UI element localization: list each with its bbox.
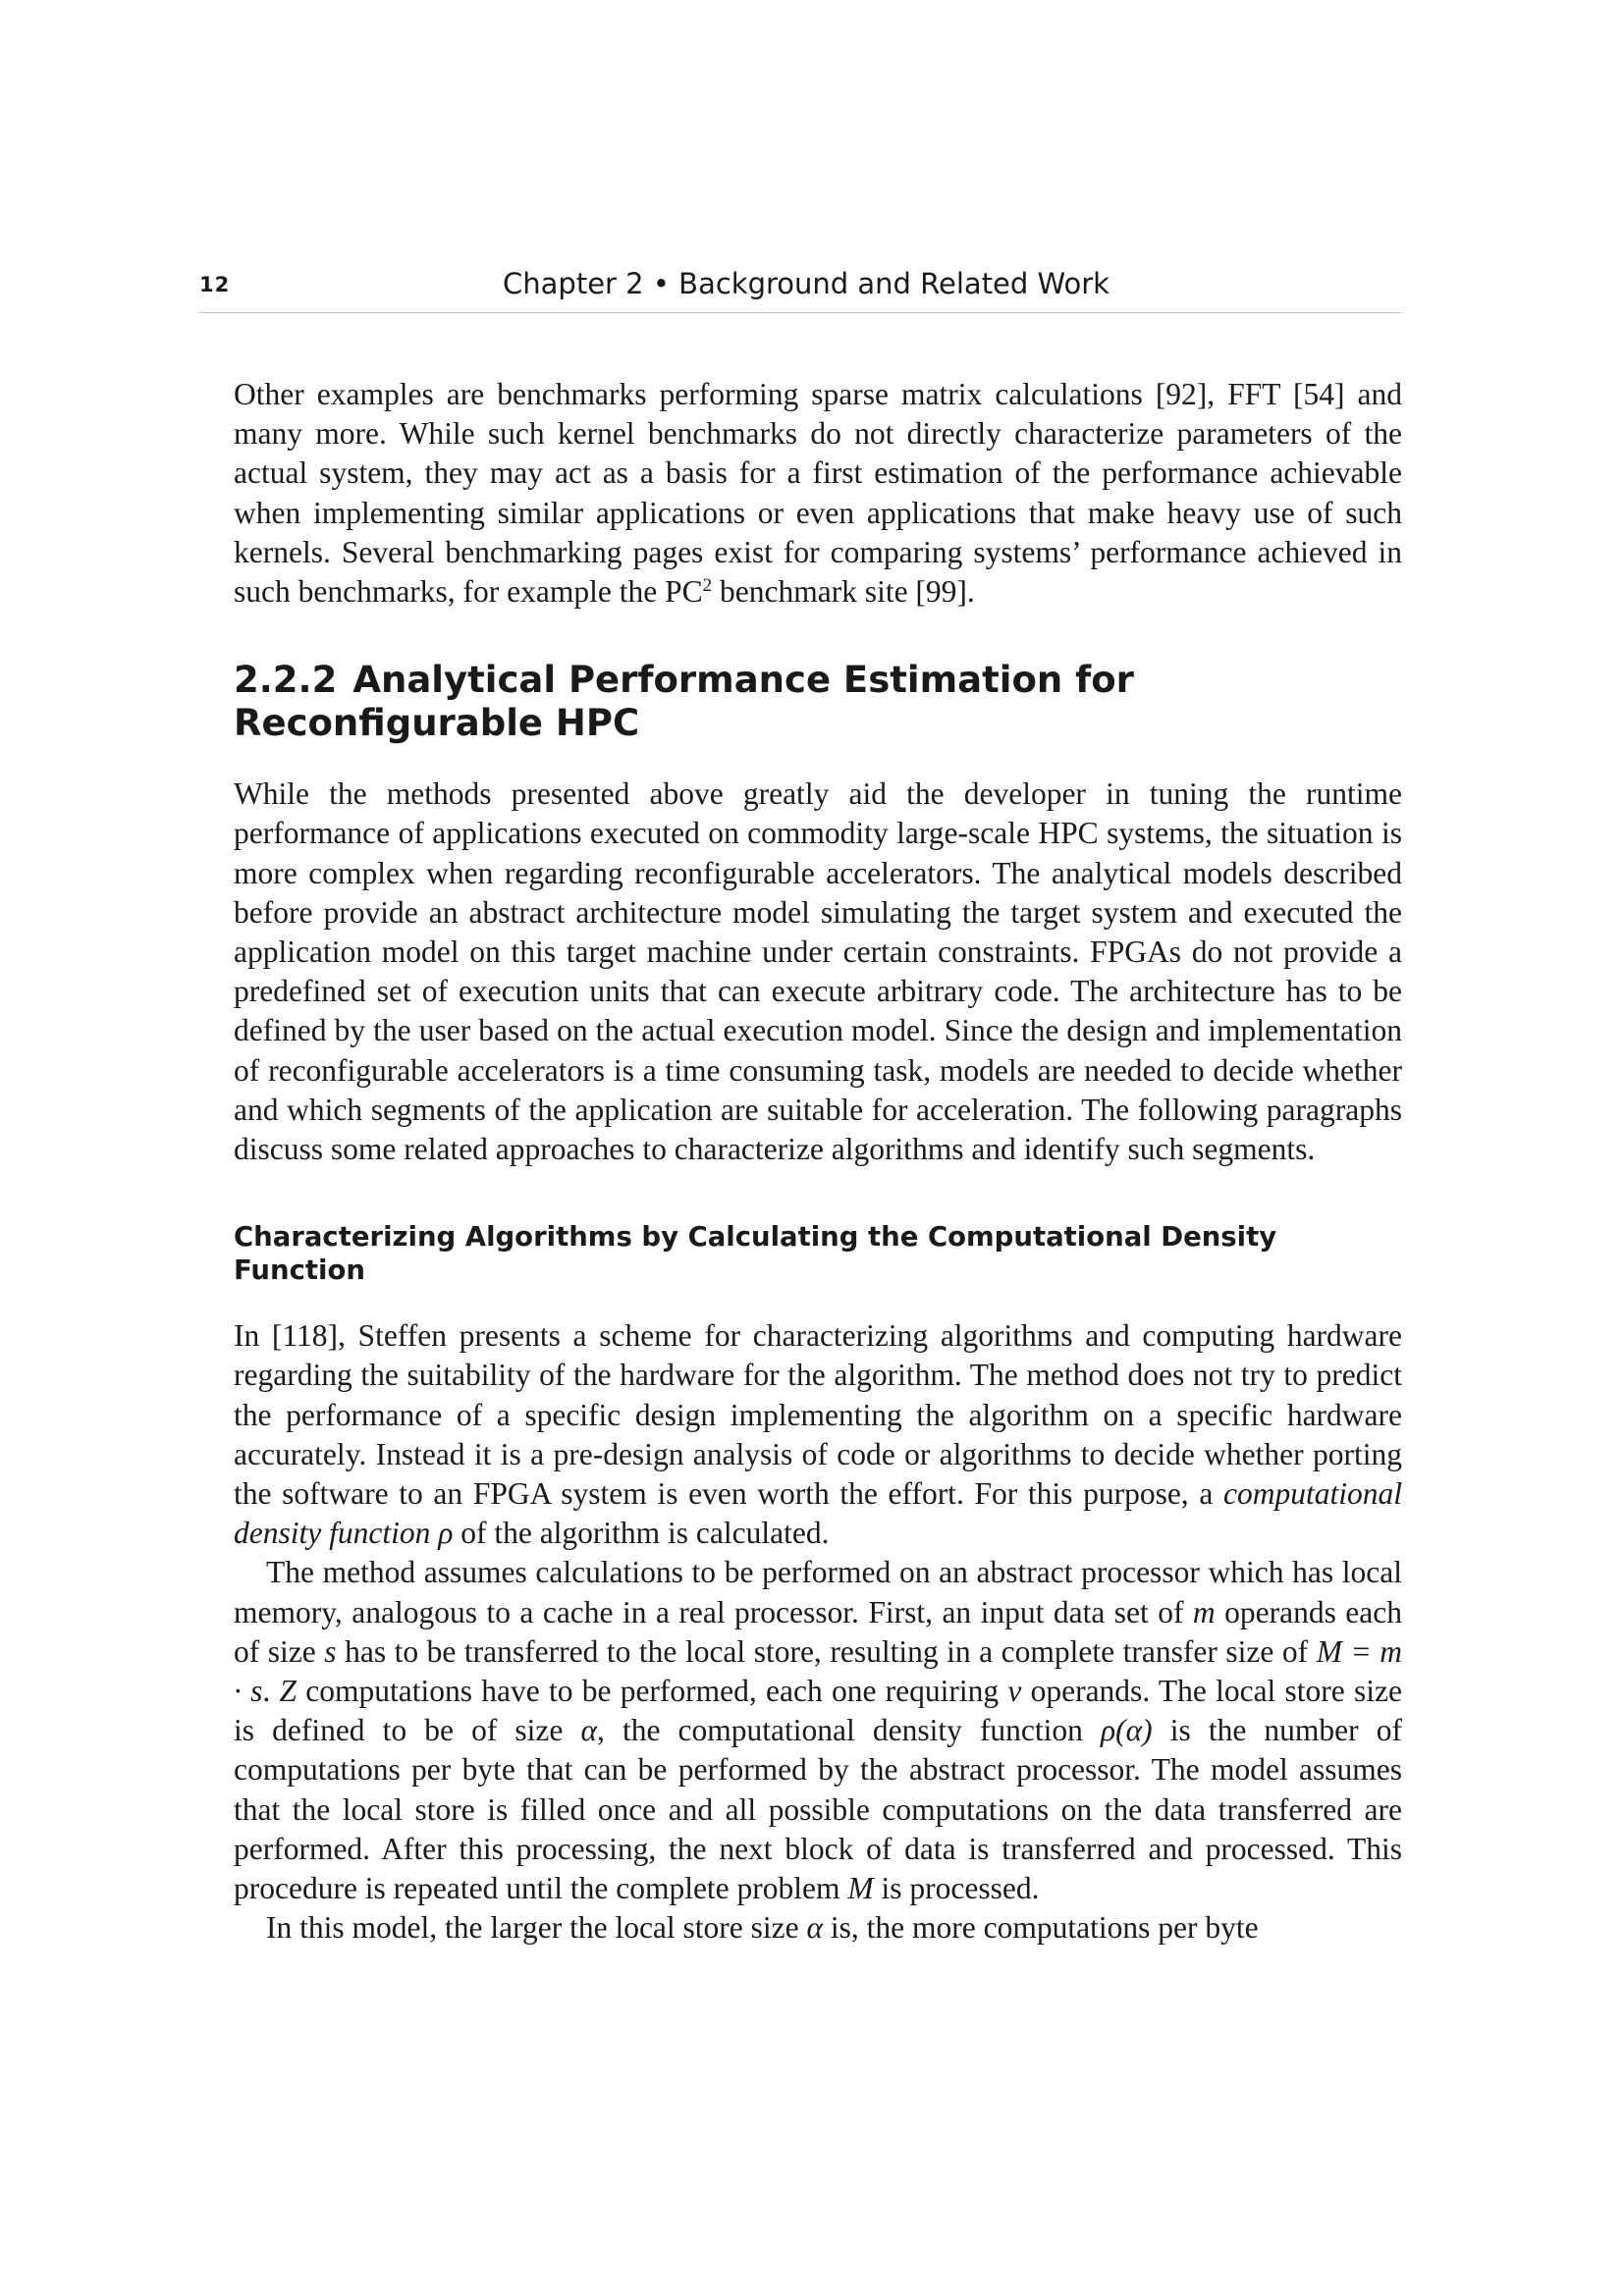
var-M: M	[847, 1871, 874, 1906]
var-alpha: α	[806, 1910, 824, 1946]
page-number: 12	[199, 273, 231, 296]
subsection-paragraph-2	[234, 1553, 1402, 1908]
section-number: 2.2.2	[234, 659, 338, 702]
p2-text: , the computational density function	[597, 1713, 1102, 1748]
body-text	[234, 375, 1402, 1949]
var-rho-alpha: ρ(α)	[1101, 1713, 1153, 1748]
var-m: m	[1192, 1594, 1216, 1629]
p2-text: has to be transferred to the local store, resulting in a complete transfer size of	[336, 1633, 1317, 1669]
section-heading	[234, 659, 1402, 745]
section-paragraph: While the methods presented above greatly aid the developer in tuning the runtime performance of applications executed on commodity large-scale HPC systems, the situation is more complex when regarding reconfigurable accelerators. The analytical models described before provide an abstract architecture model simulating the target system and executed the application model on this target machine under certain constraints. FPGAs do not provide a predefined set of execution units that can execute arbitrary code. The architecture has to be defined by the user based on the actual execution model. Since the design and implementation of reconfigurable accelerators is a time consuming task, models are needed to decide whether and which segments of the application are suitable for acceleration. The following paragraphs discuss some related approaches to characterize algorithms and identify such segments.	[234, 776, 1402, 1167]
p2-text: The method assumes calculations to be performed on an abstract processor which has local memory, analogous to a cache in a real processor. First, an input data set of	[234, 1555, 1402, 1629]
p1-italic-term: computational density function ρ	[234, 1476, 1402, 1551]
superscript-2: 2	[702, 575, 713, 597]
p1-text: In [118], Steffen presents a scheme for characterizing algorithms and computing hardware regarding the suitability of the hardware for the algorithm. The method does not try to predict the performance of a specific design implementing the algorithm on a specific hardware accurately. Instead it is a pre-design analysis of code or algorithms to decide whether porting the software to an FPGA system is even worth the effort. For this purpose, a	[234, 1318, 1402, 1512]
var-v: v	[1007, 1674, 1022, 1709]
var-z: Z	[279, 1674, 298, 1709]
equation-M: M = m · s	[234, 1633, 1403, 1709]
section-title: Analytical Performance Estimation for Reconfigurable HPC	[234, 659, 1134, 745]
page-header	[199, 267, 1401, 313]
subsection-paragraph-3	[234, 1908, 1402, 1948]
p3-text: In this model, the larger the local store size	[266, 1910, 807, 1946]
p2-text: .	[262, 1674, 280, 1709]
p1-text-end: of the algorithm is calculated.	[453, 1516, 830, 1551]
subsection-paragraph-1	[234, 1316, 1402, 1553]
intro-text: Other examples are benchmarks performing sparse matrix calculations [92], FFT [54] and many more. While such kernel benchmarks do not directly characterize parameters of the actual system, they may act as a basis for a first estimation of the performance achievable when implementing similar applications or even applications that make heavy use of such kernels. Several benchmarking pages exist for comparing systems’ performance achieved in such benchmarks, for example the PC	[234, 377, 1402, 610]
p2-text: operands each of size	[234, 1594, 1402, 1669]
p2-text: operands. The local store size is defined to be of size	[234, 1674, 1402, 1748]
p3-text: is, the more computations per byte	[823, 1910, 1259, 1946]
var-s: s	[324, 1633, 337, 1669]
running-title: Chapter 2 • Background and Related Work	[503, 267, 1110, 300]
p2-text: computations have to be performed, each one requiring	[297, 1674, 1008, 1709]
intro-paragraph	[234, 375, 1402, 612]
p2-text: is processed.	[873, 1871, 1040, 1906]
intro-text-end: benchmark site [99].	[712, 574, 975, 610]
p2-text: is the number of computations per byte that can be performed by the abstract processor. The model assumes that the local store is filled once and all possible computations on the data transferred are performed. After this processing, the next block of data is transferred and processed. This procedure is repeated until the complete problem	[234, 1713, 1402, 1906]
subsection-heading: Characterizing Algorithms by Calculating the Computational Density Function	[234, 1221, 1277, 1287]
var-alpha: α	[580, 1713, 598, 1748]
